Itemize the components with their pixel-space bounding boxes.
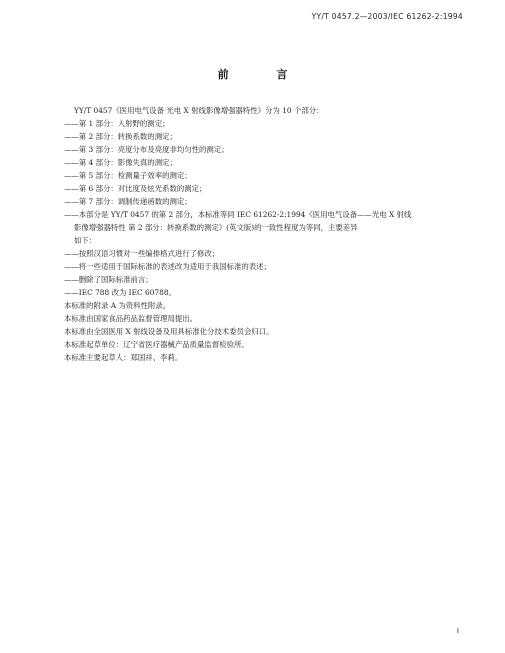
paragraph: ——按照汉语习惯对一些编排格式进行了修改； — [64, 249, 220, 258]
page-header: YY/T 0457.2—2003/IEC 61262-2:1994 — [311, 12, 463, 21]
paragraph: ——第 7 部分：调制传递函数的测定； — [64, 197, 192, 206]
paragraph: YY/T 0457《医用电气设备 光电 X 射线影像增强器特性》分为 10 个部分： — [74, 106, 324, 115]
paragraph: ——删除了国际标准前言； — [64, 275, 153, 284]
paragraph: 本标准主要起草人：郑国祥、李莉。 — [64, 353, 183, 362]
paragraph: 本标准起草单位：辽宁省医疗器械产品质量监督检验所。 — [64, 340, 249, 349]
paragraph: ——第 4 部分：影像失真的测定； — [64, 158, 177, 167]
body-text — [64, 104, 446, 364]
paragraph: ——将一些适用于国际标准的表述改为适用于我国标准的表述； — [64, 262, 271, 271]
paragraph: ——第 3 部分：亮度分布及亮度非均匀性的测定； — [64, 145, 229, 154]
paragraph: 本标准的附录 A 为资料性附录。 — [64, 301, 171, 310]
paragraph: 如下： — [74, 236, 97, 245]
paragraph: 影像增强器特性 第 2 部分：转换系数的测定》(英文版)的一致性程度为等同，主要差异 — [74, 223, 358, 232]
paragraph: ——第 5 部分：检测量子效率的测定； — [64, 171, 192, 180]
paragraph: ——第 6 部分：对比度及炫光系数的测定； — [64, 184, 207, 193]
page-title: 前 言 — [217, 68, 310, 81]
paragraph: 本标准由国家食品药品监督管理局提出。 — [64, 314, 198, 323]
paragraph: ——本部分是 YY/T 0457 的第 2 部分，本标准等同 IEC 61262-2:1994《医用电气设备——光电 X 射线 — [64, 210, 412, 219]
page-number: I — [456, 627, 459, 635]
paragraph: ——第 2 部分：转换系数的测定； — [64, 132, 177, 141]
paragraph: 本标准由全国医用 X 射线设备及用具标准化分技术委员会归口。 — [64, 327, 274, 336]
paragraph: ——第 1 部分：入射野的测定； — [64, 119, 170, 128]
paragraph: ——IEC 788 改为 IEC 60788。 — [64, 288, 176, 297]
